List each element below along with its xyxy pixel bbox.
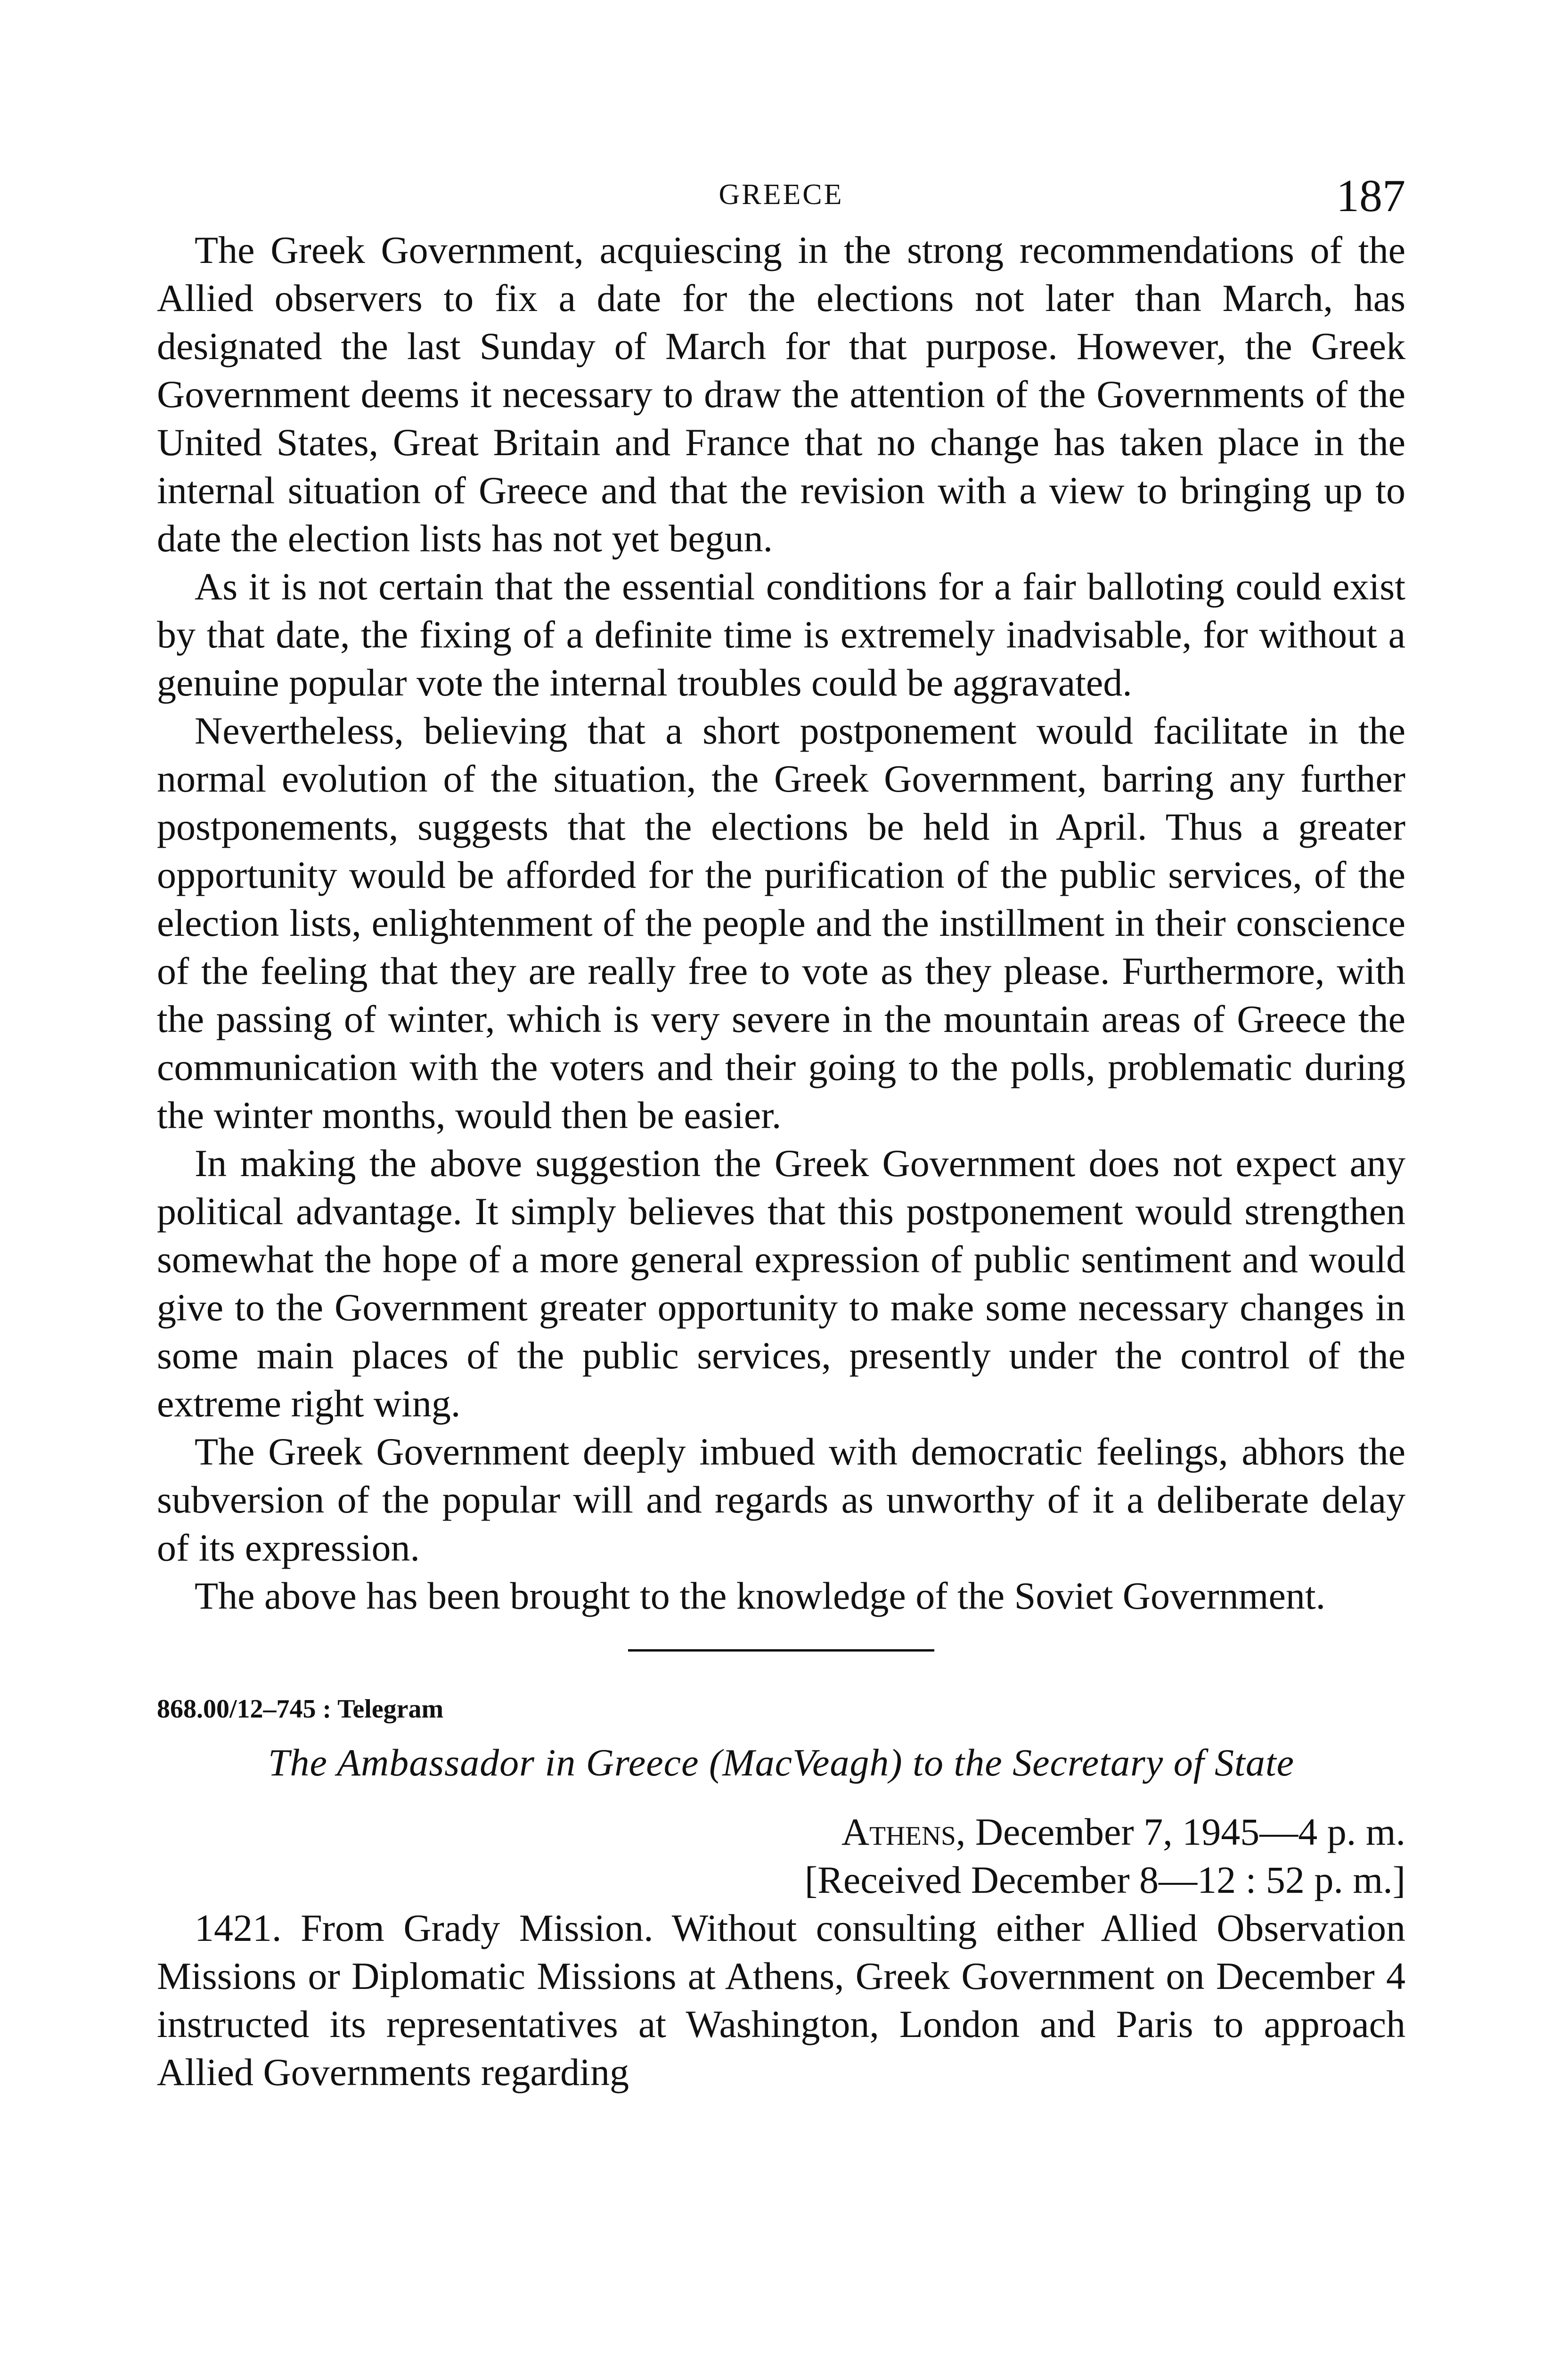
- paragraph: The Greek Government, acquiescing in the strong recommendations of the Allied observers to fix a date for the elections not later than March, has designated the last Sunday of March for that purpose. However, the Greek Government deems it necessary to draw the attention of the Governments of the United States, Great Britain and France that no change has taken place in the internal situation of Greece and that the revision with a view to bringing up to date the election lists has not yet begun.: [157, 229, 1405, 560]
- paragraph: As it is not certain that the essential conditions for a fair balloting could exist by that date, the fixing of a definite time is extremely inadvisable, for without a genuine popular vote the internal troubles could be aggravated.: [157, 565, 1405, 704]
- dateline: [157, 1808, 1405, 1856]
- paragraph: The Greek Government deeply imbued with democratic feelings, abhors the subversion of the popular will and regards as unworthy of it a deliberate delay of its expression.: [157, 1430, 1405, 1569]
- paragraph: Nevertheless, believing that a short postponement would facilitate in the normal evolution of the situation, the Greek Government, barring any further postponements, suggests that the elections be held in April. Thus a greater opportunity would be afforded for the purification of the public services, of the election lists, enlightenment of the people and the instillment in their conscience of the feeling that they are really free to vote as they please. Furthermore, with the passing of winter, which is very severe in the mountain areas of Greece the communication with the voters and their going to the polls, problematic during the winter months, would then be easier.: [157, 709, 1405, 1137]
- dateline-place: Athens: [841, 1810, 956, 1853]
- section-divider: [628, 1649, 934, 1652]
- telegram-section: [157, 1690, 1405, 2096]
- paragraph: In making the above suggestion the Greek Government does not expect any political advantage. It simply believes that this postponement would strengthen somewhat the hope of a more general expression of public sentiment and would give to the Government greater opportunity to make some necessary changes in some main places of the public services, presently under the control of the extreme right wing.: [157, 1142, 1405, 1425]
- document-heading: The Ambassador in Greece (MacVeagh) to the Secretary of State: [268, 1741, 1295, 1784]
- page-number: 187: [1336, 171, 1405, 221]
- dateline-date: , December 7, 1945—4 p. m.: [956, 1810, 1405, 1853]
- memorandum-body: [157, 226, 1405, 1620]
- running-title: GREECE: [719, 179, 844, 211]
- telegram-body: 1421. From Grady Mission. Without consulting either Allied Observation Missions or Diplomatic Missions at Athens, Greek Government on December 4 instructed its representatives at Washington, London and Paris to approach Allied Governments regarding: [157, 1906, 1405, 2094]
- received-line: [Received December 8—12 : 52 p. m.]: [804, 1858, 1405, 1901]
- paragraph: The above has been brought to the knowledge of the Soviet Government.: [195, 1574, 1326, 1617]
- running-header: [157, 170, 1405, 226]
- document-page: [157, 170, 1405, 2096]
- file-reference: 868.00/12–745 : Telegram: [157, 1694, 444, 1724]
